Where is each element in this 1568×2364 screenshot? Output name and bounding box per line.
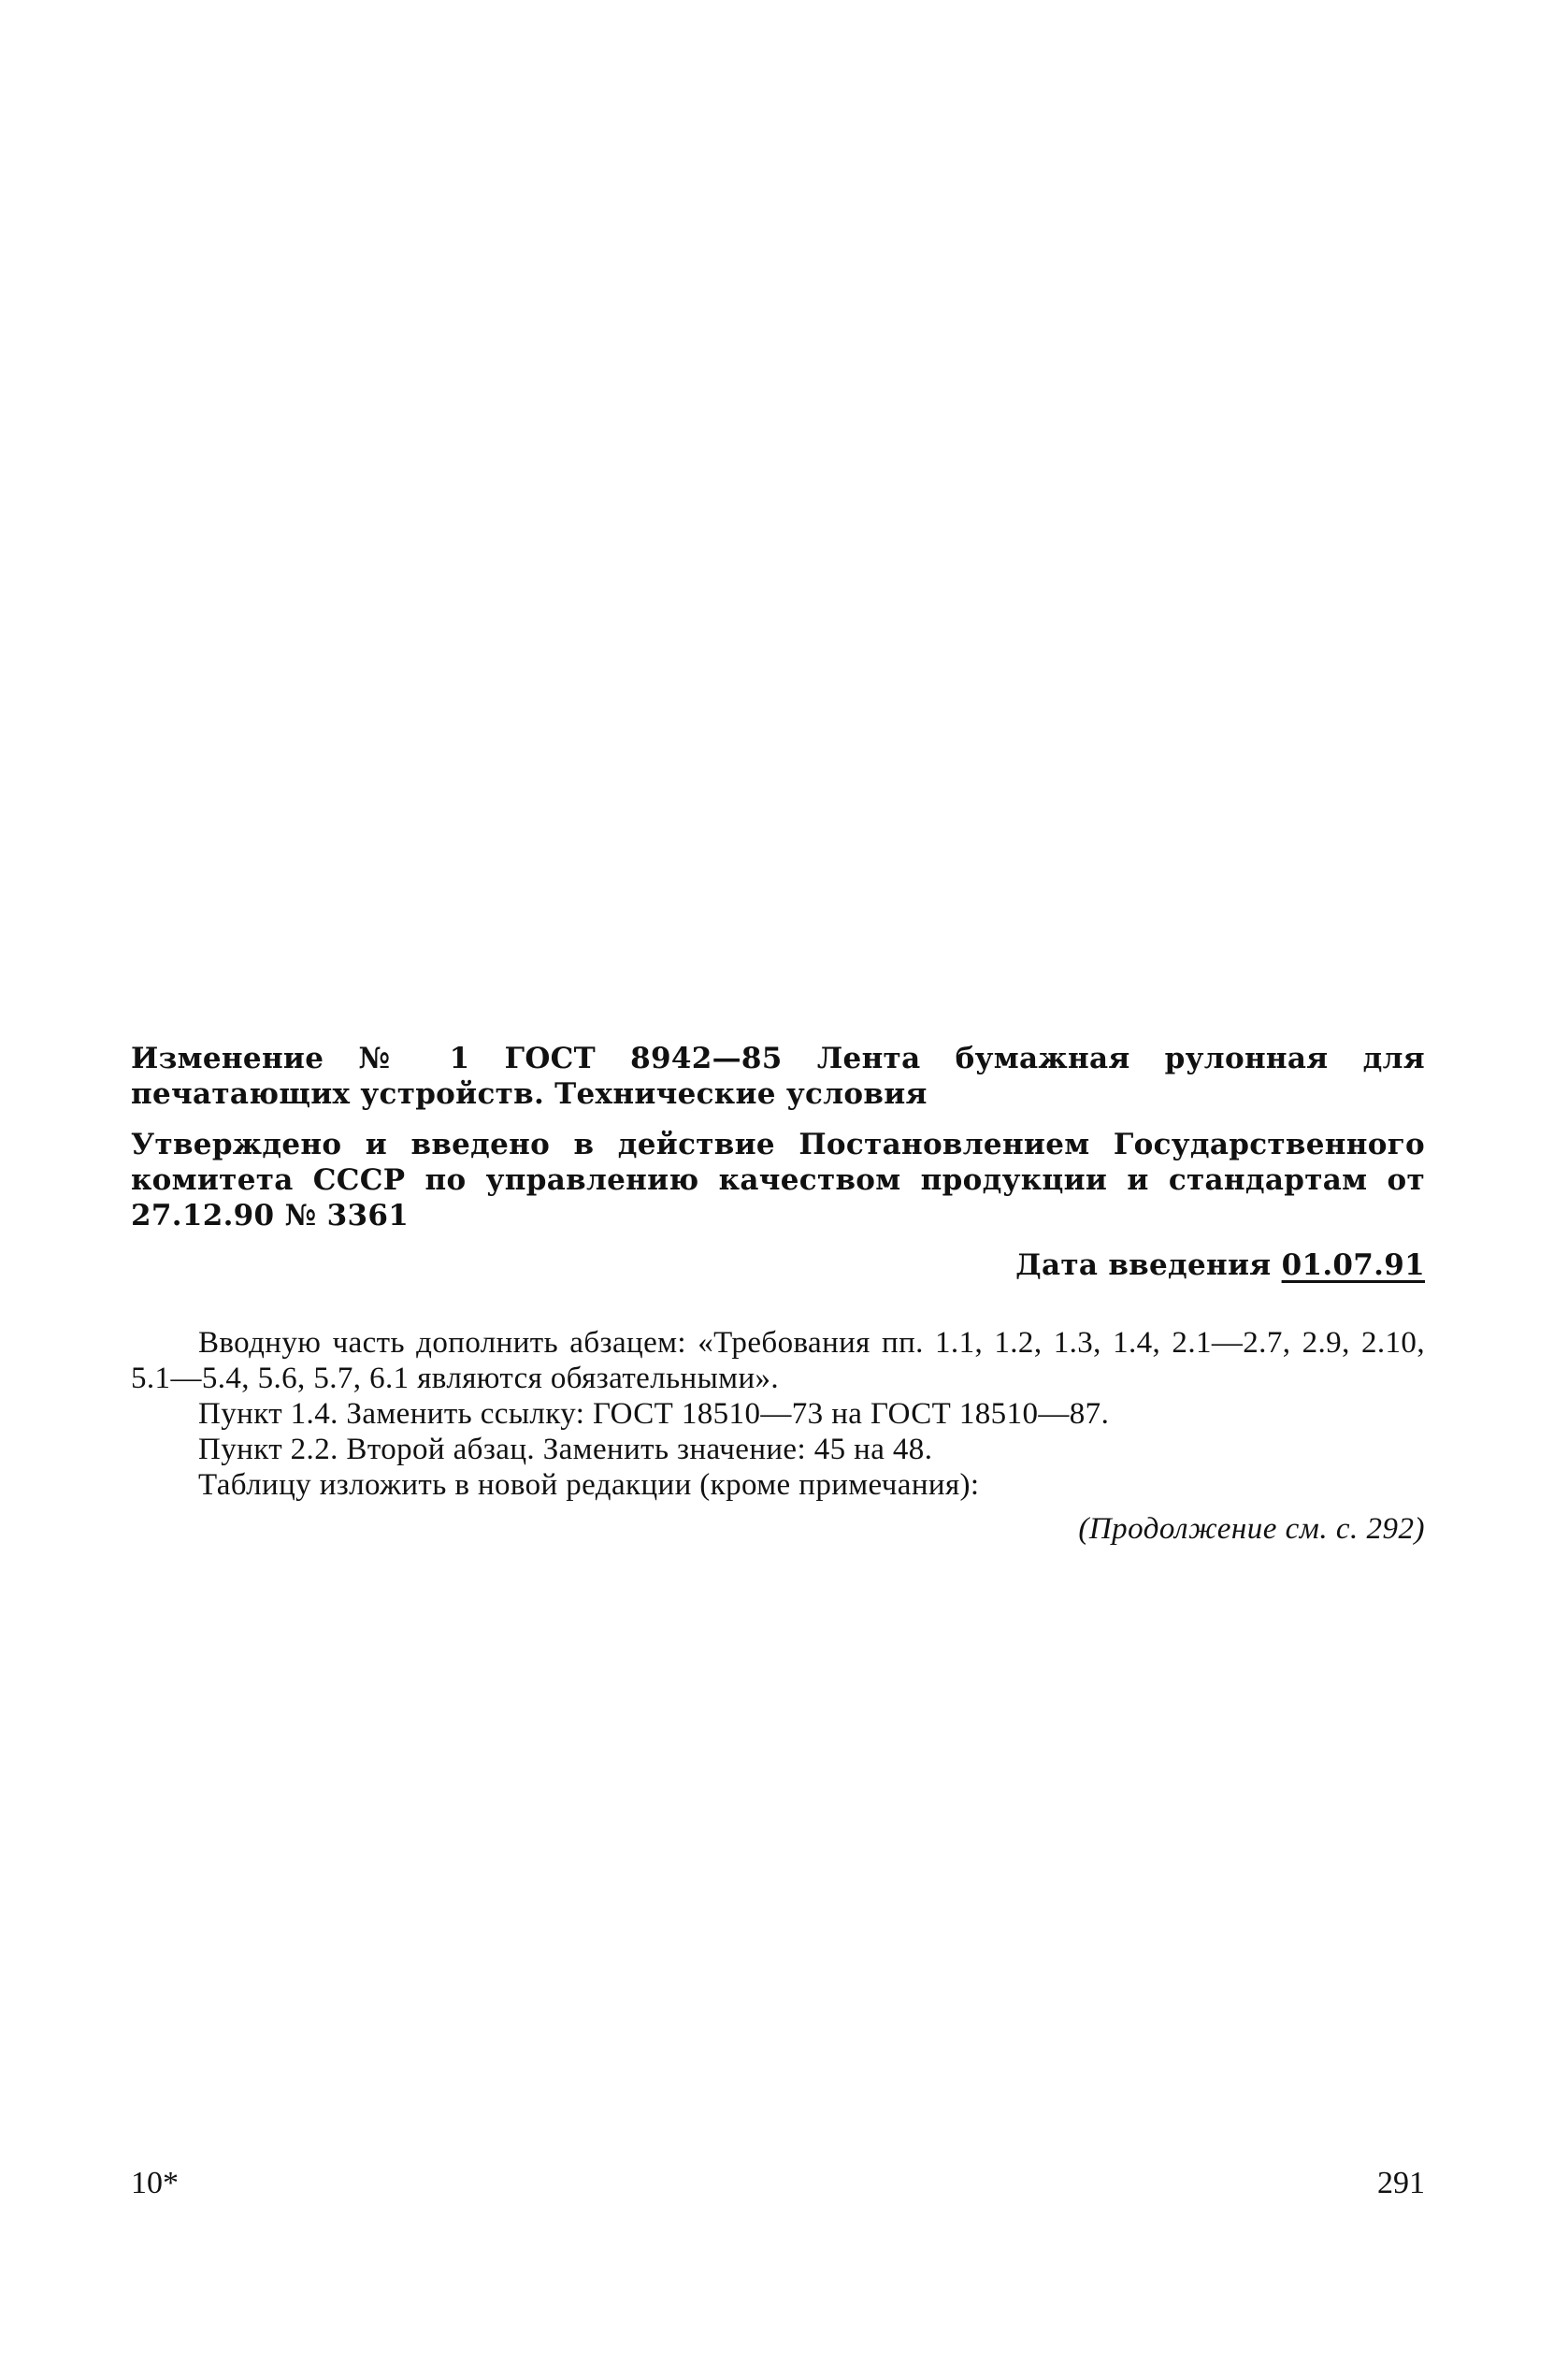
signature-mark: 10*: [131, 2166, 179, 2200]
effective-date-value: 01.07.91: [1281, 1248, 1425, 1282]
effective-date-line: [131, 1247, 1425, 1284]
approval-statement: Утверждено и введено в действие Постановлением Государственного комитета СССР по управлению качеством продукции и стандартам от 27.12.90 № 3361: [131, 1128, 1425, 1232]
continuation-note: (Продолжение см. с. 292): [1078, 1512, 1425, 1546]
paragraph-item-2-2: Пункт 2.2. Второй абзац. Заменить значение: 45 на 48.: [198, 1433, 933, 1466]
paragraph-table-revision: Таблицу изложить в новой редакции (кроме примечания):: [198, 1468, 980, 1502]
amendment-body: [131, 1325, 1425, 1503]
amendment-title: Изменение № 1 ГОСТ 8942—85 Лента бумажная рулонная для печатающих устройств. Технические условия: [131, 1042, 1425, 1111]
effective-date-label: Дата введения: [1015, 1248, 1272, 1282]
paragraph-item-1-4: Пункт 1.4. Заменить ссылку: ГОСТ 18510—73 на ГОСТ 18510—87.: [198, 1397, 1110, 1431]
paragraph-intro-addition: Вводную часть дополнить абзацем: «Требования пп. 1.1, 1.2, 1.3, 1.4, 2.1—2.7, 2.9, 2.10, 5.1—5.4, 5.6, 5.7, 6.1 являются обязательными».: [131, 1326, 1425, 1395]
amendment-block: [131, 1041, 1425, 1548]
page-number: 291: [1377, 2166, 1425, 2200]
